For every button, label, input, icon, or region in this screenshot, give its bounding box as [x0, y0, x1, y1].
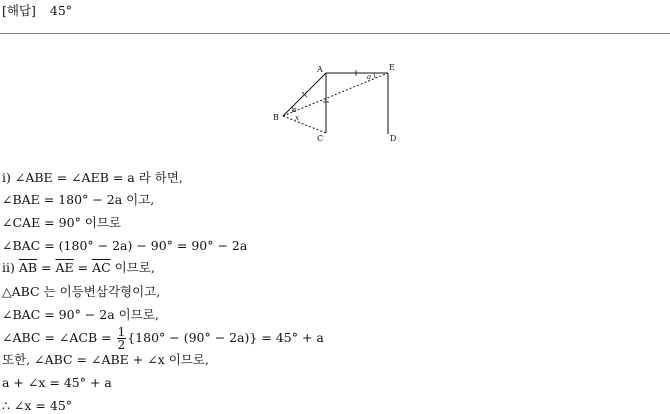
solution-line-6: △ABC 는 이등변삼각형이고,	[2, 284, 161, 299]
line8-prefix: ∠ABC = ∠ACB =	[2, 330, 116, 345]
segment-ab-text: $\overline{AB}$	[18, 260, 38, 275]
answer-header	[2, 1, 72, 19]
geometry-figure	[270, 58, 405, 148]
segment-ae-text: $\overline{AE}$	[55, 260, 74, 275]
solution-line-3: ∠CAE = 90° 이므로	[2, 215, 121, 230]
solution-line-2: ∠BAE = 180° − 2a 이고,	[2, 192, 155, 207]
solution-line-11: ∴ ∠x = 45°	[2, 398, 73, 413]
fraction-denominator: 2	[117, 338, 126, 352]
label-b: B	[273, 113, 279, 122]
label-e: E	[389, 63, 395, 72]
line8-suffix: {180° − (90° − 2a)} = 45° + a	[127, 330, 324, 345]
segment-be	[283, 73, 388, 116]
label-c: C	[317, 134, 324, 143]
label-a: A	[317, 65, 323, 74]
label-angle-a-b: a	[292, 106, 297, 114]
label-angle-a-e: a	[367, 73, 372, 81]
solution-line-7: ∠BAC = 90° − 2a 이므로,	[2, 307, 159, 322]
line5-suffix: 이므로,	[110, 260, 155, 275]
segment-ac-text: $\overline{AC}$	[92, 260, 111, 275]
label-d: D	[390, 134, 397, 143]
angle-arc-e	[374, 73, 375, 78]
line5-eq2: =	[73, 260, 93, 275]
solution-line-1: ⅰ) ∠ABE = ∠AEB = a 라 하면,	[2, 170, 183, 185]
label-angle-x: x	[295, 114, 299, 122]
solution-line-10: a + ∠x = 45° + a	[2, 375, 112, 390]
line5-eq1: =	[37, 260, 56, 275]
solution-line-8	[2, 326, 324, 351]
line5-prefix: ⅱ)	[2, 260, 19, 275]
solution-line-4: ∠BAC = (180° − 2a) − 90° = 90° − 2a	[2, 238, 248, 253]
fraction-half	[117, 326, 127, 351]
answer-value: 45°	[49, 3, 73, 18]
header-divider	[0, 33, 670, 34]
answer-label: [해답]	[2, 3, 36, 18]
solution-line-9: 또한, ∠ABC = ∠ABE + ∠x 이므로,	[2, 352, 209, 367]
segment-bc	[283, 116, 326, 133]
solution-line-5	[2, 260, 155, 276]
fraction-numerator: 1	[117, 325, 126, 339]
